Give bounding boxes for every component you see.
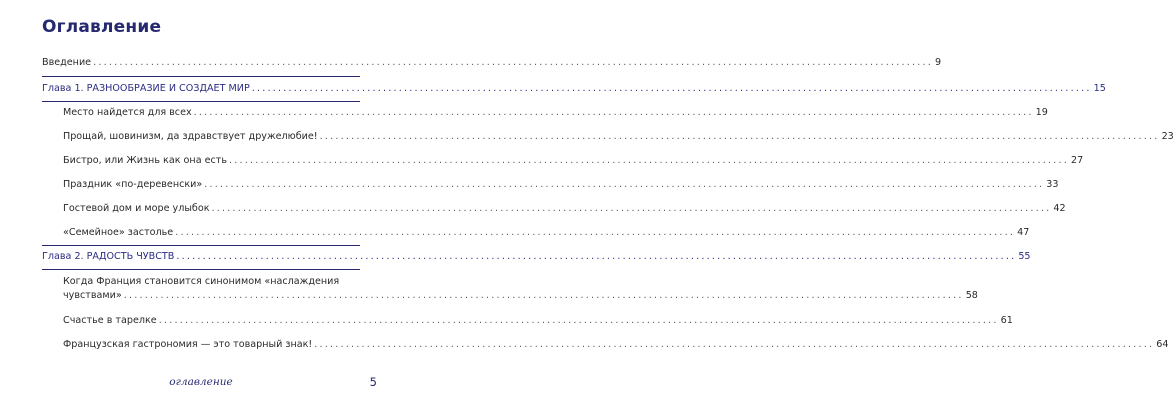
divider <box>42 269 360 270</box>
toc-entry-label: Бистро, или Жизнь как она есть <box>63 155 228 166</box>
toc-entry-label-line1[interactable]: Когда Франция становится синонимом «наслаждения <box>63 276 340 287</box>
toc-entry-page: 64 <box>1156 339 1169 350</box>
leader-dots: ................................................................................................................................................................ <box>175 227 1016 238</box>
toc-entry-label: Счастье в тарелке <box>63 315 157 326</box>
divider <box>42 245 360 246</box>
leader-dots: ................................................................................................................................................................ <box>123 290 964 301</box>
toc-entry[interactable] <box>63 289 978 303</box>
leader-dots: ................................................................................................................................................................ <box>93 57 934 68</box>
toc-entry-label: Глава 2. РАДОСТЬ ЧУВСТВ <box>42 251 175 262</box>
page-number: 5 <box>369 375 377 389</box>
running-footer: оглавление <box>169 376 233 388</box>
toc-entry-chapter-1[interactable] <box>42 82 1106 96</box>
toc-entry-label: Праздник «по-деревенски» <box>63 179 203 190</box>
toc-entry-intro[interactable] <box>42 56 942 70</box>
toc-entry-label: Французская гастрономия — это товарный знак! <box>63 339 313 350</box>
toc-entry-chapter-2[interactable] <box>42 250 1031 264</box>
toc-entry[interactable] <box>63 178 1059 192</box>
toc-entry[interactable] <box>63 314 1013 328</box>
toc-entry[interactable] <box>63 154 1084 168</box>
leader-dots: ................................................................................................................................................................ <box>229 155 1069 166</box>
toc-entry-label: Глава 1. РАЗНООБРАЗИЕ И СОЗДАЕТ МИР <box>42 83 250 94</box>
toc-entry-page: 58 <box>965 290 978 301</box>
leader-dots: ................................................................................................................................................................ <box>204 179 1045 190</box>
leader-dots: ................................................................................................................................................................ <box>211 203 1052 214</box>
page-title: Оглавление <box>42 17 162 37</box>
toc-entry-label: Гостевой дом и море улыбок <box>63 203 210 214</box>
toc-entry-page: 9 <box>935 57 942 68</box>
toc-entry-page: 27 <box>1070 155 1084 166</box>
leader-dots: ................................................................................................................................................................ <box>193 107 1034 118</box>
toc-entry-label: «Семейное» застолье <box>63 227 174 238</box>
toc-entry-page: 19 <box>1035 107 1048 118</box>
toc-entry[interactable] <box>63 338 1169 352</box>
toc-entry-page: 23 <box>1161 131 1174 142</box>
leader-dots: ................................................................................................................................................................ <box>251 83 1092 94</box>
toc-entry[interactable] <box>63 130 1174 144</box>
toc-entry-page: 33 <box>1046 179 1059 190</box>
toc-entry-page: 15 <box>1093 83 1106 94</box>
leader-dots: ................................................................................................................................................................ <box>319 131 1160 142</box>
toc-entry-page: 47 <box>1017 227 1030 238</box>
toc-entry-page: 61 <box>1000 315 1013 326</box>
toc-entry-label: Введение <box>42 57 92 68</box>
toc-entry[interactable] <box>63 202 1066 216</box>
leader-dots: ................................................................................................................................................................ <box>314 339 1155 350</box>
toc-entry-page: 55 <box>1018 251 1031 262</box>
toc-entry-label: Прощай, шовинизм, да здравствует дружелюбие! <box>63 131 318 142</box>
toc-entry-label: Место найдется для всех <box>63 107 192 118</box>
leader-dots: ................................................................................................................................................................ <box>158 315 999 326</box>
toc-entry-page: 42 <box>1053 203 1066 214</box>
toc-entry[interactable] <box>63 226 1030 240</box>
divider <box>42 76 360 77</box>
toc-entry[interactable] <box>63 106 1048 120</box>
toc-entry-label: чувствами» <box>63 290 122 301</box>
leader-dots: ................................................................................................................................................................ <box>176 251 1017 262</box>
divider <box>42 101 360 102</box>
